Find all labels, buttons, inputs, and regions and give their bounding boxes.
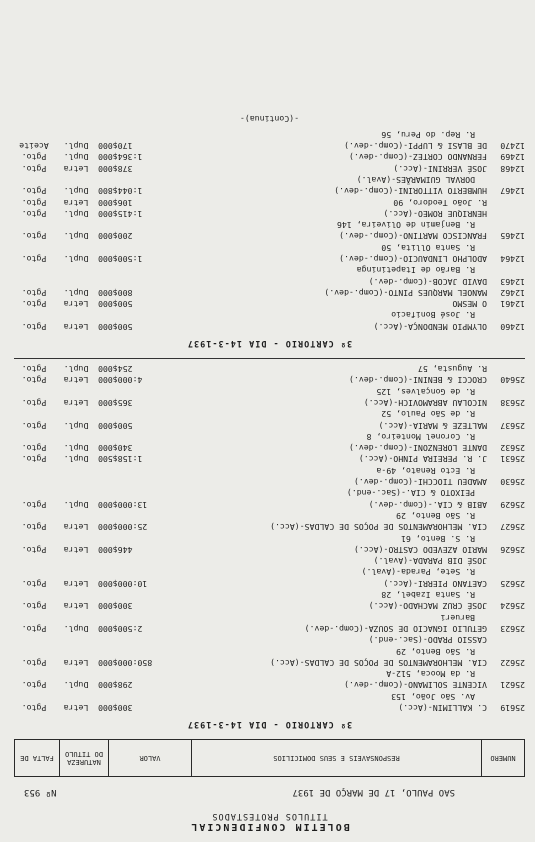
entry-value: 2:500$000: [98, 623, 143, 634]
entry-value: 254$000: [98, 364, 133, 375]
responsible-name: HENRIQUE ROMEO-(Acc.): [383, 208, 487, 219]
protest-entry: [14, 162, 525, 173]
entry-missing: Pgto.: [21, 443, 47, 454]
entry-body: [14, 555, 487, 566]
entry-title-type: Letra: [63, 578, 89, 589]
continues-note: -(Continua)-: [239, 114, 300, 125]
entry-main-line: [14, 657, 487, 668]
entry-missing: Pgto.: [21, 623, 47, 634]
entry-body: [14, 208, 487, 219]
entry-value: 170$000: [98, 141, 133, 152]
entry-title-type: Letra: [63, 601, 89, 612]
entry-value: 378$000: [98, 163, 133, 174]
entry-main-line: [14, 623, 487, 634]
entry-body: [14, 374, 487, 385]
protest-entry: [14, 385, 525, 408]
entry-number: 25619: [500, 703, 525, 713]
responsible-address: R. Benjamin de Oliveira, 146: [336, 220, 475, 231]
entry-body: [14, 487, 487, 510]
entry-body: [14, 196, 487, 207]
responsible-name: VICENTE SOLIMANO-(Comp.-dev.): [344, 680, 487, 691]
entry-main-line: [14, 230, 487, 241]
entry-missing: Pgto.: [21, 299, 47, 310]
entry-main-line: [14, 521, 487, 532]
entry-number: 25629: [500, 499, 525, 510]
col-numero: NUMERO: [482, 740, 525, 777]
entry-main-line: [14, 287, 487, 298]
responsible-address: R. S. Bento, 61: [401, 533, 475, 544]
entry-missing: Pgto.: [21, 601, 47, 612]
entry-body: [14, 634, 487, 645]
protest-entry: [14, 487, 525, 510]
responsible-address: R. Coronel Monteiro, 8: [366, 431, 475, 442]
entry-title-type: Dupl.: [63, 287, 89, 298]
protest-entry: [14, 264, 525, 287]
entry-title-type: Dupl.: [63, 680, 89, 691]
entry-title-type: Dupl.: [63, 443, 89, 454]
entry-number: 25632: [500, 443, 525, 454]
entry-missing: Pgto.: [21, 454, 47, 465]
entry-main-line: [14, 634, 487, 645]
entry-main-line: [14, 185, 487, 196]
entry-value: 500$000: [98, 321, 133, 332]
entry-value: 1:364$000: [98, 152, 143, 163]
entry-value: 1:158$500: [98, 454, 143, 465]
entry-value: 1:415$000: [98, 208, 143, 219]
responsible-name: R. João Teodoro, 90: [393, 197, 487, 208]
responsible-name: HUMBERTO VITTORINI-(Comp.-dev.): [334, 186, 487, 197]
entry-value: 850:000$000: [98, 657, 153, 668]
entry-value: 300$000: [98, 601, 133, 612]
section-title: 3º CARTORIO - DIA 14-3-1937: [186, 719, 353, 729]
entry-main-line: [14, 363, 487, 374]
entry-number: 12467: [500, 186, 525, 197]
entry-value: [98, 634, 176, 645]
entry-missing: Pgto.: [21, 499, 47, 510]
entry-main-line: [14, 253, 487, 264]
protest-entry: [14, 645, 525, 668]
entry-value: 1:044$800: [98, 186, 143, 197]
entry-number: 12460: [500, 321, 525, 332]
entry-title-type: Letra: [63, 375, 89, 386]
entry-missing: Pgto.: [21, 544, 47, 555]
entry-main-line: [14, 298, 487, 309]
entry-value: 13:000$000: [98, 499, 148, 510]
entry-body: [14, 151, 487, 162]
responsible-name: CROCCI & BENINI-(Comp.-dev.): [348, 375, 487, 386]
responsible-name: MARIO AZEVEDO CASTRO-(Acc.): [353, 544, 487, 555]
entry-main-line: [14, 544, 487, 555]
responsible-name: FERNANDO CORTEZ-(Comp.-dev.): [348, 152, 487, 163]
entry-body: [14, 219, 487, 242]
entry-main-line: [14, 374, 487, 385]
responsible-name: AMADEU TIOCCHI-(Comp.-dev.): [353, 477, 487, 488]
entry-value: 1:500$000: [98, 254, 143, 265]
entry-missing: Pgto.: [21, 657, 47, 668]
protest-entry: [14, 151, 525, 162]
responsible-name: DE BLASI & LUPPI-(Comp.-dev.): [344, 141, 487, 152]
responsible-address: R. Barão de Itapetininga: [356, 265, 475, 276]
protest-entry: [14, 363, 525, 374]
responsible-name: CAETANO PIERRI-(Acc.): [383, 578, 487, 589]
entry-body: [14, 589, 487, 612]
entry-missing: [14, 634, 54, 645]
entry-main-line: [14, 600, 487, 611]
entry-body: [14, 309, 487, 332]
entry-number: 25630: [500, 477, 525, 488]
entry-missing: Pgto.: [21, 420, 47, 431]
protest-entry: [14, 374, 525, 385]
entry-title-type: [54, 634, 98, 645]
bulletin-title: BOLETIM CONFIDENCIAL: [189, 821, 350, 832]
responsible-name: DANTE LORENZONI-(Comp.-dev.): [348, 443, 487, 454]
responsible-name: ABIB & CIA.-(Comp.-dev.): [368, 499, 487, 510]
protest-entry: [14, 453, 525, 464]
entry-number: 25624: [500, 601, 525, 612]
entry-number: 25622: [500, 657, 525, 668]
protest-entry: [14, 611, 525, 634]
entry-value: 4:000$000: [98, 375, 143, 386]
entry-title-type: Dupl.: [63, 364, 89, 375]
entry-body: [14, 668, 487, 691]
col-responsaveis: RESPONSAVEIS E SEUS DOMICILIOS: [192, 740, 482, 777]
entry-body: [14, 510, 487, 533]
protest-entry: [14, 690, 525, 713]
entry-title-type: Letra: [63, 397, 89, 408]
entry-value: 800$000: [98, 287, 133, 298]
entry-body: [14, 645, 487, 668]
entry-body: [14, 566, 487, 589]
responsible-name: JOSÉ CRUZ MACHADO-(Acc.): [368, 601, 487, 612]
entry-number: 25625: [500, 578, 525, 589]
entry-missing: [14, 476, 54, 487]
responsible-address: Barueri: [440, 612, 475, 623]
responsible-name: JOSÉ VERRINI-(Acc.): [393, 163, 487, 174]
entry-number: 25631: [500, 454, 525, 465]
entry-main-line: [14, 476, 487, 487]
entry-title-type: Dupl.: [63, 499, 89, 510]
entry-number: 25623: [500, 623, 525, 634]
entry-missing: Pgto.: [21, 397, 47, 408]
entry-missing: Pgto.: [21, 321, 47, 332]
responsible-name: CIA. MELHORAMENTOS DE POÇOS DE CALDAS-(Acc.): [270, 657, 487, 668]
entry-value: [98, 476, 176, 487]
entry-value: 298$000: [98, 680, 133, 691]
responsible-name: O MESMO: [452, 299, 487, 310]
entry-title-type: Letra: [63, 299, 89, 310]
protest-entry: [14, 208, 525, 219]
entry-missing: Pgto.: [21, 231, 47, 242]
entry-value: 25:000$000: [98, 522, 148, 533]
entry-value: [98, 555, 176, 566]
entry-title-type: Letra: [63, 321, 89, 332]
entry-main-line: [14, 151, 487, 162]
protest-entry: [14, 287, 525, 298]
entry-title-type: Letra: [63, 544, 89, 555]
entry-main-line: [14, 321, 487, 332]
responsible-address: PEIXOTO & CIA.-(Sac.-end.): [346, 488, 475, 499]
entry-missing: [14, 555, 54, 566]
column-header-table: [14, 739, 525, 777]
entry-value: [98, 275, 176, 286]
protest-entry: [14, 555, 525, 566]
entry-title-type: Dupl.: [63, 208, 89, 219]
entry-title-type: [54, 476, 98, 487]
entry-body: [14, 174, 487, 197]
entry-title-type: Letra: [63, 657, 89, 668]
entry-number: 25640: [500, 375, 525, 386]
protest-entry: [14, 589, 525, 612]
entry-value: 446$000: [98, 544, 133, 555]
entry-number: 12469: [500, 152, 525, 163]
date-line: [14, 787, 525, 797]
entry-number: 12464: [500, 254, 525, 265]
entry-body: [14, 532, 487, 555]
entry-main-line: [14, 702, 487, 713]
entry-missing: Pgto.: [21, 254, 47, 265]
entry-main-line: [14, 208, 487, 219]
entry-value: 340$000: [98, 443, 133, 454]
entry-value: 300$000: [98, 703, 133, 713]
responsible-name: OLYMPIO MENDONÇA-(Acc.): [373, 321, 487, 332]
protest-entry: [14, 309, 525, 332]
protest-entry: [14, 408, 525, 431]
entry-value: 200$000: [98, 231, 133, 242]
entry-body: [14, 287, 487, 298]
entry-main-line: [14, 555, 487, 566]
entry-body: [14, 453, 487, 464]
entry-number: 25638: [500, 397, 525, 408]
entry-missing: Pgto.: [21, 703, 47, 713]
entry-body: [14, 690, 487, 713]
entry-main-line: [14, 397, 487, 408]
responsible-name: FRANCISCO MARTINO-(Comp.-dev.): [339, 231, 487, 242]
issue-date: SAO PAULO, 17 DE MARÇO DE 1937: [292, 787, 455, 797]
entry-body: [14, 128, 487, 151]
responsible-name: ADOLPHO LINDAUCIO-(Comp.-dev.): [339, 254, 487, 265]
responsible-name: R. Augusta, 57: [417, 364, 487, 375]
entry-missing: Pgto.: [21, 186, 47, 197]
issue-number: Nº 953: [24, 787, 57, 797]
col-valor: VALOR: [109, 740, 192, 777]
entry-title-type: Dupl.: [63, 141, 89, 152]
entry-title-type: Dupl.: [63, 254, 89, 265]
entry-main-line: [14, 419, 487, 430]
entry-title-type: Dupl.: [63, 152, 89, 163]
protest-entry: [14, 298, 525, 309]
responsible-address: R. de Gonçalves, 125: [376, 386, 475, 397]
protest-entry: [14, 668, 525, 691]
entry-value: 10:000$000: [98, 578, 148, 589]
entry-body: [14, 464, 487, 487]
entry-number: 12461: [500, 299, 525, 310]
responsible-address: Av. São João, 153: [391, 691, 475, 702]
entry-number: 12470: [500, 141, 525, 152]
entry-main-line: [14, 442, 487, 453]
entry-value: 500$000: [98, 420, 133, 431]
responsible-address: DORVAL GUIMARÃES-(Aval.): [356, 174, 475, 185]
entry-main-line: [14, 498, 487, 509]
entry-value: 106$000: [98, 197, 133, 208]
responsible-address: R. Rep. do Peru, 56: [381, 129, 475, 140]
responsible-address: R. Ecto Renato, 49-a: [376, 465, 475, 476]
responsible-address: R. José Bonifacio: [391, 310, 475, 321]
entry-body: [14, 264, 487, 287]
entry-title-type: Dupl.: [63, 231, 89, 242]
entry-main-line: [14, 162, 487, 173]
entry-title-type: Letra: [63, 703, 89, 713]
entry-title-type: Letra: [63, 522, 89, 533]
entry-body: [14, 611, 487, 634]
responsible-name: CIA. MELHORAMENTOS DE POÇOS DE CALDAS-(Acc.): [270, 522, 487, 533]
entry-value: 365$000: [98, 397, 133, 408]
responsible-address: R. Santa Izabel, 28: [381, 590, 475, 601]
bulletin-subtitle: TITULOS PROTESTADOS: [211, 811, 328, 821]
entry-body: [14, 363, 487, 374]
responsible-name: CASSIO PRADO-(Sac.-end.): [368, 635, 487, 646]
entry-body: [14, 298, 487, 309]
responsible-name: C. KALLIMIN-(Acc.): [398, 703, 487, 713]
entry-main-line: [14, 577, 487, 588]
protest-entry: [14, 634, 525, 645]
responsible-name: MALTEZE & MARIA-(Acc.): [378, 420, 487, 431]
entry-title-type: Dupl.: [63, 454, 89, 465]
entry-missing: Pgto.: [21, 375, 47, 386]
protest-entry: [14, 241, 525, 264]
entry-missing: Pgto.: [21, 197, 47, 208]
responsible-address: R. Sete, Parada-(Aval.): [361, 567, 475, 578]
entry-main-line: [14, 140, 487, 151]
entry-missing: Pgto.: [21, 680, 47, 691]
responsible-name: MANOEL MARQUES PINTO-(Comp.-dev.): [324, 287, 487, 298]
responsible-name: GETULIO IGNACIO DE SOUZA-(Comp.-dev.): [304, 623, 487, 634]
entry-missing: Pgto.: [21, 287, 47, 298]
entry-missing: Aceite: [19, 141, 49, 152]
entry-body: [14, 162, 487, 173]
entry-main-line: [14, 196, 487, 207]
entry-number: 25626: [500, 544, 525, 555]
responsible-address: R. São Bento, 29: [396, 646, 475, 657]
entry-missing: Pgto.: [21, 208, 47, 219]
entry-body: [14, 241, 487, 264]
protest-entry: [14, 532, 525, 555]
entry-title-type: Letra: [63, 163, 89, 174]
section-divider: [14, 358, 525, 359]
entry-number: 12463: [500, 276, 525, 287]
entry-number: 25621: [500, 680, 525, 691]
entry-number: 12465: [500, 231, 525, 242]
entry-number: 25627: [500, 522, 525, 533]
protest-entry: [14, 174, 525, 197]
entry-number: 12468: [500, 163, 525, 174]
entry-number: 25637: [500, 420, 525, 431]
protest-entry: [14, 196, 525, 207]
entry-main-line: [14, 453, 487, 464]
responsible-name: J. R. PEREIRA PINHO-(Acc.): [358, 454, 487, 465]
entry-title-type: Dupl.: [63, 420, 89, 431]
entry-title-type: Letra: [63, 197, 89, 208]
protest-entry: [14, 464, 525, 487]
responsible-address: R. Santa Ollita, 50: [381, 242, 475, 253]
entry-number: 12462: [500, 287, 525, 298]
entry-missing: Pgto.: [21, 522, 47, 533]
protest-entry: [14, 566, 525, 589]
entry-missing: Pgto.: [21, 163, 47, 174]
sections-container: [14, 128, 525, 729]
entry-title-type: Dupl.: [63, 623, 89, 634]
section-title: 3º CARTORIO - DIA 14-3-1937: [186, 337, 353, 348]
entry-value: 500$000: [98, 299, 133, 310]
entry-main-line: [14, 679, 487, 690]
responsible-address: R. São Bento, 29: [396, 510, 475, 521]
entry-body: [14, 431, 487, 454]
entry-missing: Pgto.: [21, 152, 47, 163]
protest-entry: [14, 431, 525, 454]
responsible-address: R. de São Paulo, 52: [381, 409, 475, 420]
responsible-address: R. da Mooca, 512-A: [386, 669, 475, 680]
protest-entry: [14, 128, 525, 151]
col-natureza: NATUREZA DO TITULO: [60, 740, 109, 777]
entry-title-type: Dupl.: [63, 186, 89, 197]
col-falta-de: FALTA DE: [15, 740, 60, 777]
entry-missing: Pgto.: [21, 578, 47, 589]
protest-entry: [14, 510, 525, 533]
entry-title-type: [54, 275, 98, 286]
entry-missing: Pgto.: [21, 364, 47, 375]
entry-body: [14, 408, 487, 431]
entry-body: [14, 385, 487, 408]
entry-title-type: [54, 555, 98, 566]
responsible-name: JOSÉ DIB PARADA-(Aval.): [373, 556, 487, 567]
entry-main-line: [14, 275, 487, 286]
responsible-name: DAVID JACOB-(Comp.-dev.): [368, 276, 487, 287]
protest-entry: [14, 219, 525, 242]
responsible-name: NICOLAU ABRAMOVICH-(Acc.): [363, 397, 487, 408]
entry-missing: [14, 275, 54, 286]
